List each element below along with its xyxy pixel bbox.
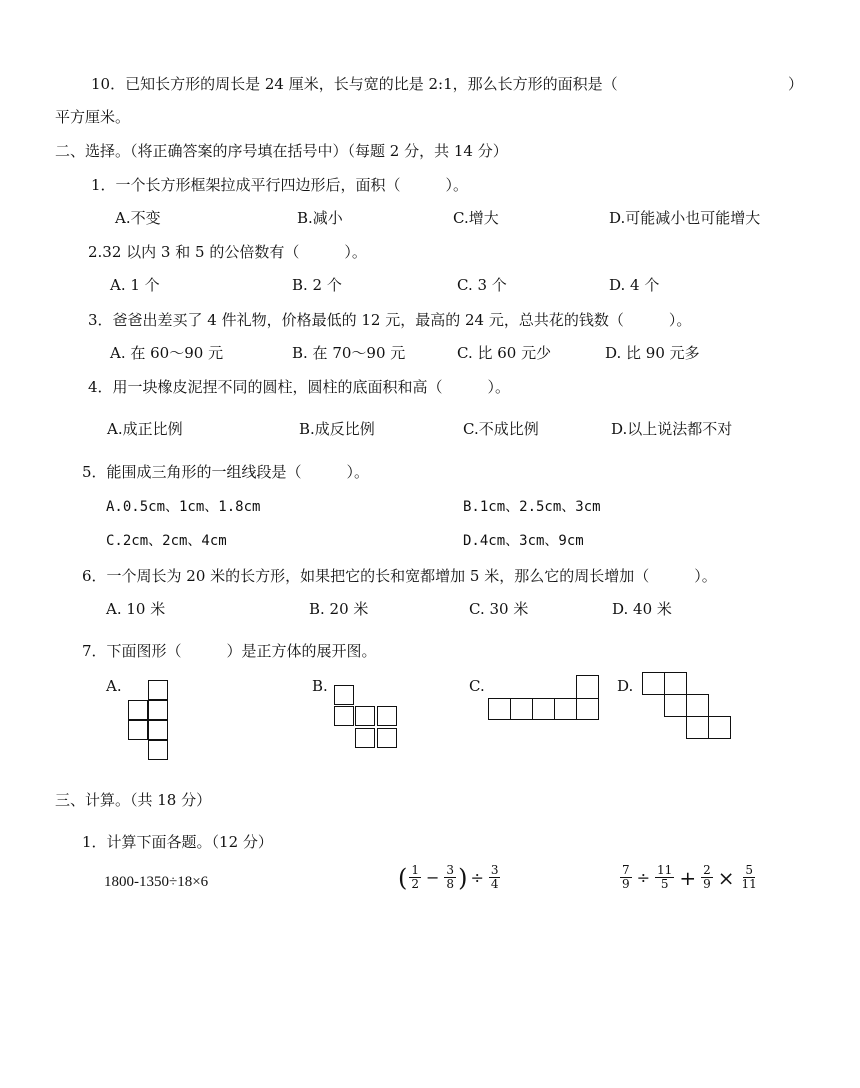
q6-option-c: C. 30 米	[469, 600, 529, 618]
fraction: $\frac{11}{5}$	[657, 863, 673, 891]
q1-option-c: C.增大	[453, 209, 499, 227]
net-cell	[148, 720, 168, 740]
q2-stem: 2.32 以内 3 和 5 的公倍数有（ ）。	[88, 243, 367, 261]
net-cell	[355, 706, 375, 726]
divide-sign: ÷	[470, 868, 484, 887]
section2-title: 二、选择。（将正确答案的序号填在括号中）（每题 2 分，共 14 分）	[55, 142, 508, 160]
fraction: $\frac{7}{9}$	[622, 863, 630, 891]
q7-stem: 7．下面图形（ ）是正方体的展开图。	[82, 642, 377, 660]
q3-option-d: D. 比 90 元多	[605, 344, 700, 362]
section3-sub1: 1．计算下面各题。（12 分）	[82, 833, 273, 851]
q5-option-c: C.2cm、2cm、4cm	[106, 533, 227, 549]
q2-option-a: A. 1 个	[110, 276, 160, 294]
q5-option-a: A.0.5cm、1cm、1.8cm	[106, 499, 261, 515]
net-cell	[510, 698, 533, 720]
q4-option-d: D.以上说法都不对	[611, 420, 733, 438]
expr-2	[398, 864, 502, 891]
net-cell	[334, 685, 354, 705]
section3-title: 三、计算。（共 18 分）	[55, 791, 212, 809]
expr-3	[618, 864, 761, 891]
q1-option-a: A.不变	[115, 209, 161, 227]
q2-option-c: C. 3 个	[457, 276, 507, 294]
net-cell	[355, 728, 375, 748]
q1-option-b: B.减小	[297, 209, 343, 227]
q1-option-d: D.可能减小也可能增大	[609, 209, 761, 227]
q1-stem: 1．一个长方形框架拉成平行四边形后，面积（ ）。	[91, 176, 469, 194]
fraction: $\frac{2}{9}$	[703, 863, 711, 891]
q3-stem: 3．爸爸出差买了 4 件礼物，价格最低的 12 元，最高的 24 元，总共花的钱数（ ）。	[88, 311, 692, 329]
q2-option-b: B. 2 个	[292, 276, 342, 294]
net-cell	[576, 675, 599, 699]
net-cell	[148, 680, 168, 700]
q6-option-b: B. 20 米	[309, 600, 369, 618]
q4-option-b: B.成反比例	[299, 420, 375, 438]
q5-stem: 5．能围成三角形的一组线段是（ ）。	[82, 463, 370, 481]
net-cell	[576, 698, 599, 720]
fraction: $\frac{5}{11}$	[741, 863, 757, 891]
net-cell	[532, 698, 555, 720]
net-cell	[708, 716, 731, 739]
q3-option-b: B. 在 70～90 元	[292, 344, 406, 362]
rparen: )	[458, 863, 468, 892]
net-cell	[686, 716, 709, 739]
q3-option-a: A. 在 60～90 元	[110, 344, 224, 362]
fraction: $\frac{3}{4}$	[490, 863, 499, 891]
net-cell	[664, 672, 687, 695]
q6-option-d: D. 40 米	[612, 600, 672, 618]
q6-stem: 6．一个周长为 20 米的长方形，如果把它的长和宽都增加 5 米，那么它的周长增加（ ）。	[82, 567, 717, 585]
q4-option-a: A.成正比例	[107, 420, 183, 438]
net-cell	[664, 694, 687, 717]
net-cell	[686, 694, 709, 717]
q10-line2: 平方厘米。	[55, 108, 131, 126]
q10-close-paren: ）	[788, 75, 804, 93]
net-cell	[554, 698, 577, 720]
net-cell	[128, 720, 148, 740]
q7-option-b-label: B.	[312, 677, 328, 695]
lparen: (	[398, 863, 408, 892]
q10-line1: 10．已知长方形的周长是 24 厘米，长与宽的比是 2:1，那么长方形的面积是（	[91, 75, 618, 93]
q6-option-a: A. 10 米	[106, 600, 166, 618]
net-cell	[334, 706, 354, 726]
q4-stem: 4．用一块橡皮泥捏不同的圆柱，圆柱的底面积和高（ ）。	[88, 378, 511, 396]
fraction: $\frac{1}{2}$	[411, 863, 420, 891]
net-cell	[128, 700, 148, 720]
q3-option-c: C. 比 60 元少	[457, 344, 552, 362]
divide-sign: ÷	[636, 868, 651, 887]
q4-option-c: C.不成比例	[463, 420, 539, 438]
times-sign: ×	[717, 865, 735, 890]
q5-option-b: B.1cm、2.5cm、3cm	[463, 499, 601, 515]
net-cell	[488, 698, 511, 720]
q2-option-d: D. 4 个	[609, 276, 660, 294]
net-cell	[148, 740, 168, 760]
fraction: $\frac{3}{8}$	[446, 863, 455, 891]
net-cell	[377, 728, 397, 748]
plus-sign: +	[679, 865, 697, 890]
q7-option-a-label: A.	[106, 677, 122, 695]
net-cell	[377, 706, 397, 726]
q5-option-d: D.4cm、3cm、9cm	[463, 533, 584, 549]
minus-sign: −	[426, 868, 440, 887]
q7-option-c-label: C.	[469, 677, 485, 695]
net-cell	[148, 700, 168, 720]
net-cell	[642, 672, 665, 695]
q7-option-d-label: D.	[617, 677, 634, 695]
expr-1: 1800-1350÷18×6	[104, 874, 209, 890]
